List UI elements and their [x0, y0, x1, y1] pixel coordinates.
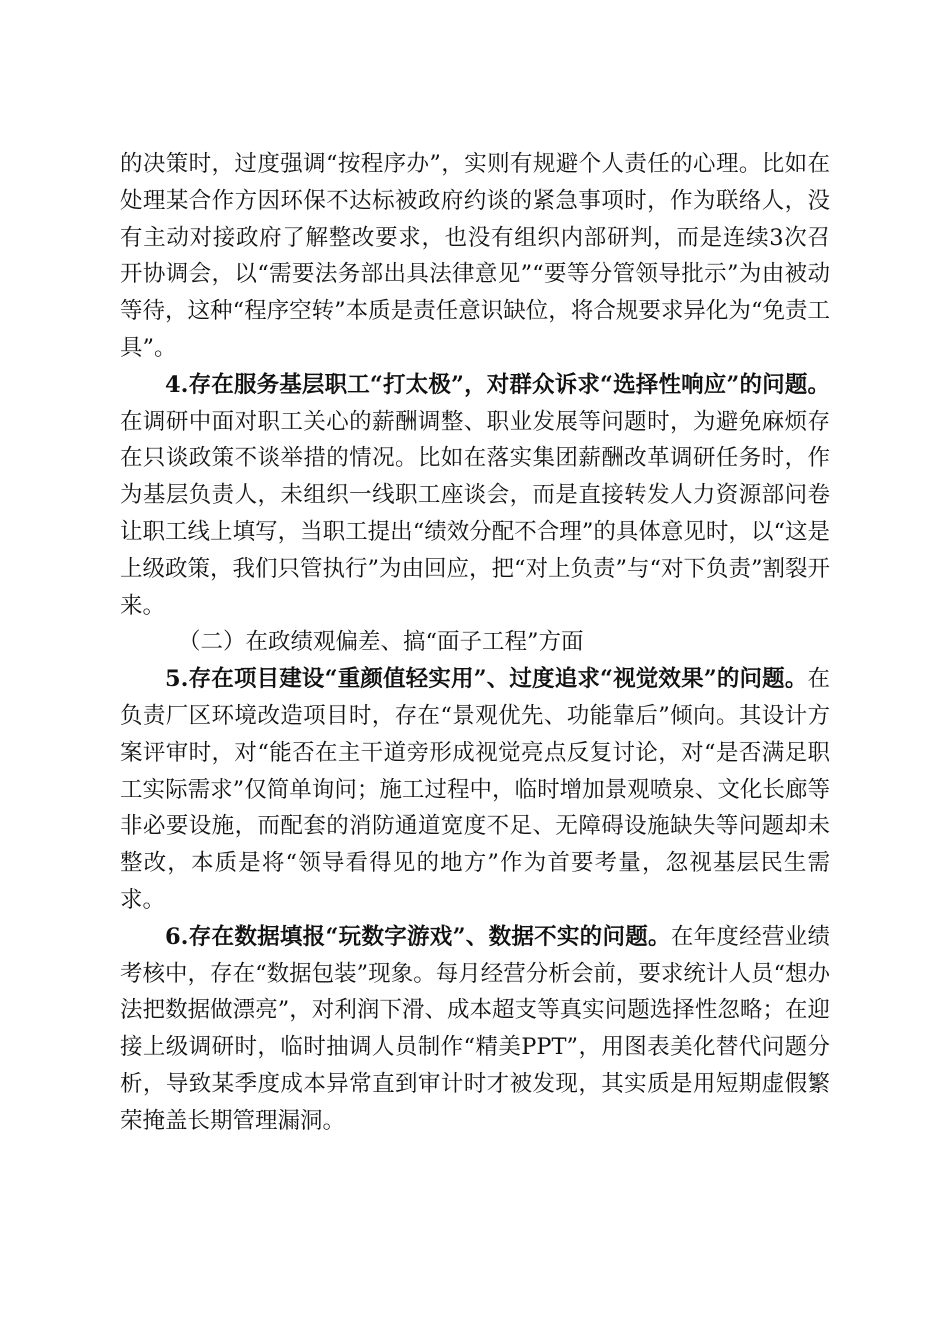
paragraph-heading: 5.存在项目建设“重颜值轻实用”、过度追求“视觉效果”的问题。: [165, 666, 808, 693]
paragraph-item-5: [120, 661, 830, 919]
paragraph-item-4: [120, 367, 830, 625]
section-heading-text: （二）在政绩观偏差、搞“面子工程”方面: [178, 629, 584, 656]
paragraph-continuation: [120, 146, 830, 367]
paragraph-text: 在年度经营业绩考核中，存在“数据包装”现象。每月经营分析会前，要求统计人员“想办法把数据做漂亮”，对利润下滑、成本超支等真实问题选择性忽略；在迎接上级调研时，临时抽调人员制作“精美PPT”，用图表美化替代问题分析，导致某季度成本异常直到审计时才被发现，其实质是用短期虚假繁荣掩盖长期管理漏洞。: [120, 923, 830, 1134]
paragraph-heading: 4.存在服务基层职工“打太极”，对群众诉求“选择性响应”的问题。: [165, 371, 830, 398]
document-page: [120, 146, 830, 1140]
paragraph-heading: 6.存在数据填报“玩数字游戏”、数据不实的问题。: [165, 923, 671, 950]
paragraph-text: 在调研中面对职工关心的薪酬调整、职业发展等问题时，为避免麻烦存在只谈政策不谈举措的情况。比如在落实集团薪酬改革调研任务时，作为基层负责人，未组织一线职工座谈会，而是直接转发人力资源部问卷让职工线上填写，当职工提出“绩效分配不合理”的具体意见时，以“这是上级政策，我们只管执行”为由回应，把“对上负责”与“对下负责”割裂开来。: [120, 408, 831, 619]
paragraph-text: 的决策时，过度强调“按程序办”，实则有规避个人责任的心理。比如在处理某合作方因环保不达标被政府约谈的紧急事项时，作为联络人，没有主动对接政府了解整改要求，也没有组织内部研判，而是连续3次召开协调会，以“需要法务部出具法律意见”“要等分管领导批示”为由被动等待，这种“程序空转”本质是责任意识缺位，将合规要求异化为“免责工具”。: [120, 151, 830, 361]
paragraph-text: 在负责厂区环境改造项目时，存在“景观优先、功能靠后”倾向。其设计方案评审时，对“能否在主干道旁形成视觉亮点反复讨论，对“是否满足职工实际需求”仅简单询问；施工过程中，临时增加景观喷泉、文化长廊等非必要设施，而配套的消防通道宽度不足、无障碍设施缺失等问题却未整改，本质是将“领导看得见的地方”作为首要考量，忽视基层民生需求。: [120, 666, 830, 913]
section-heading: [120, 624, 830, 661]
paragraph-item-6: [120, 919, 830, 1140]
